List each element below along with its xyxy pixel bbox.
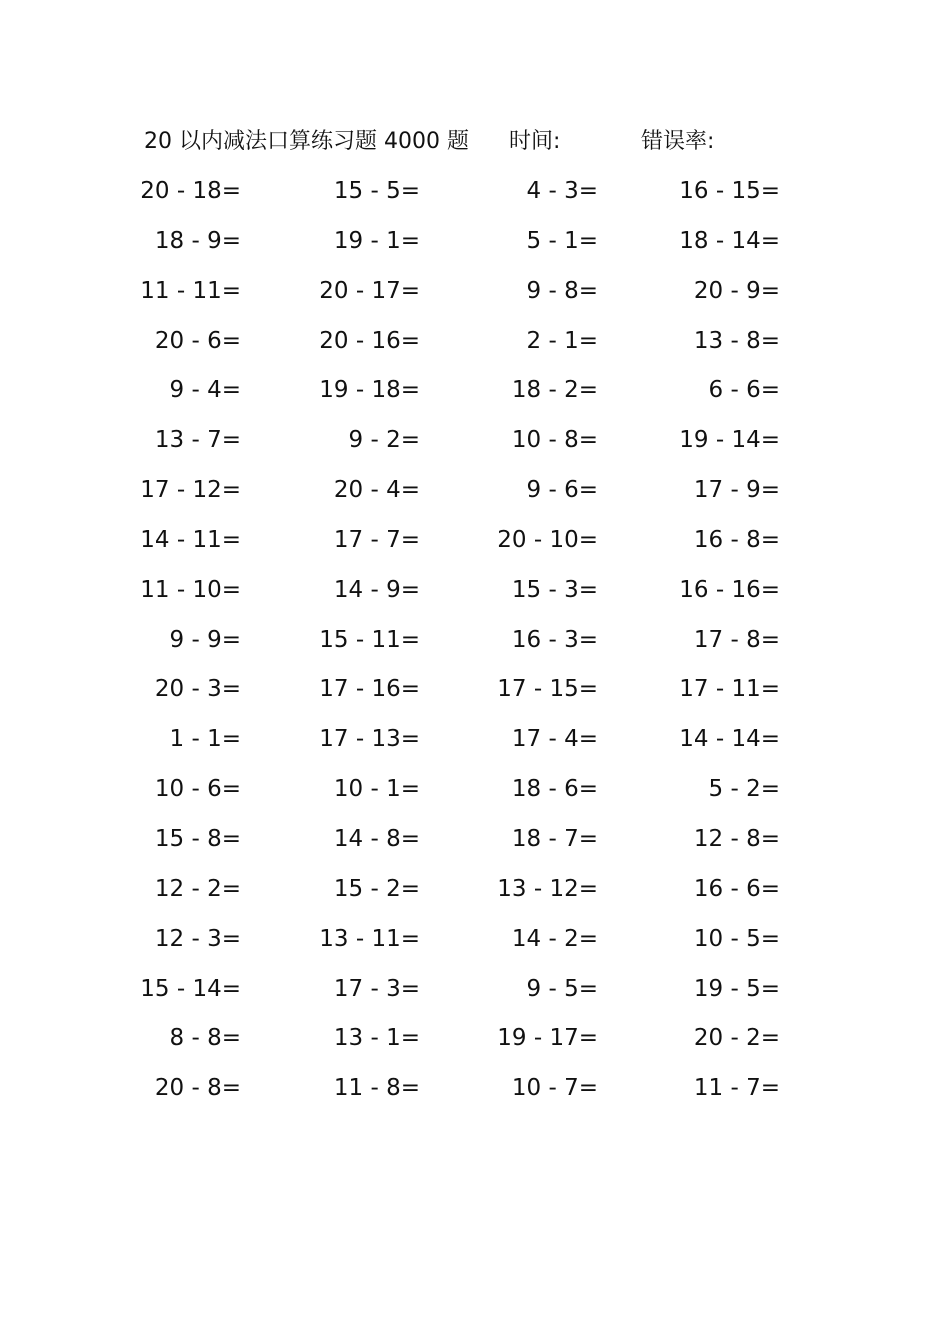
problem-item: 20 - 6= xyxy=(154,327,241,354)
problem-item: 4 - 3= xyxy=(526,178,598,204)
problem-item: 19 - 18= xyxy=(319,377,420,404)
problem-item: 17 - 15= xyxy=(497,676,598,703)
time-label: 时间: xyxy=(509,129,561,154)
problem-item: 20 - 17= xyxy=(319,277,420,304)
problem-row xyxy=(0,472,950,522)
problem-item: 15 - 2= xyxy=(333,875,420,902)
problem-row xyxy=(0,273,950,323)
worksheet-title: 20 以内减法口算练习题 4000 题 xyxy=(144,129,469,154)
problem-item: 13 - 8= xyxy=(693,327,780,354)
problem-item: 19 - 14= xyxy=(679,427,780,454)
problem-item: 10 - 7= xyxy=(511,1075,598,1102)
problem-item: 16 - 6= xyxy=(693,875,780,902)
problem-item: 1 - 1= xyxy=(169,726,241,753)
problem-row xyxy=(0,1070,950,1120)
problem-item: 14 - 9= xyxy=(333,576,420,603)
problem-item: 14 - 11= xyxy=(140,526,241,553)
problem-item: 2 - 1= xyxy=(526,327,598,354)
problem-item: 20 - 3= xyxy=(154,676,241,703)
problem-item: 13 - 1= xyxy=(333,1025,420,1052)
problem-item: 20 - 10= xyxy=(497,526,598,553)
problem-row xyxy=(0,223,950,273)
problem-item: 20 - 8= xyxy=(154,1075,241,1102)
problem-item: 15 - 8= xyxy=(154,825,241,852)
problem-item: 20 - 18= xyxy=(140,178,241,204)
problem-item: 11 - 7= xyxy=(693,1075,780,1102)
problem-item: 17 - 8= xyxy=(693,626,780,653)
problem-item: 16 - 16= xyxy=(679,576,780,603)
problem-item: 19 - 1= xyxy=(333,227,420,254)
problem-item: 12 - 3= xyxy=(154,925,241,952)
problem-item: 17 - 7= xyxy=(333,526,420,553)
problem-item: 20 - 16= xyxy=(319,327,420,354)
problem-item: 20 - 4= xyxy=(333,477,420,504)
problem-row xyxy=(0,721,950,771)
problem-row xyxy=(0,173,950,223)
problem-item: 9 - 9= xyxy=(169,626,241,653)
problem-item: 10 - 1= xyxy=(333,776,420,803)
problem-item: 10 - 6= xyxy=(154,776,241,803)
problem-item: 15 - 14= xyxy=(140,975,241,1002)
problem-item: 8 - 8= xyxy=(169,1025,241,1052)
problem-item: 10 - 8= xyxy=(511,427,598,454)
problem-item: 11 - 8= xyxy=(333,1075,420,1102)
problem-item: 17 - 4= xyxy=(511,726,598,753)
problem-row xyxy=(0,871,950,921)
problem-item: 17 - 13= xyxy=(319,726,420,753)
problem-item: 18 - 14= xyxy=(679,227,780,254)
problem-row xyxy=(0,572,950,622)
worksheet-header xyxy=(144,126,844,158)
problem-item: 12 - 2= xyxy=(154,875,241,902)
problem-row xyxy=(0,971,950,1021)
problem-item: 19 - 5= xyxy=(693,975,780,1002)
problem-item: 14 - 8= xyxy=(333,825,420,852)
problem-row xyxy=(0,1020,950,1070)
problem-row xyxy=(0,372,950,422)
problem-item: 5 - 1= xyxy=(526,227,598,254)
problem-row xyxy=(0,522,950,572)
problem-row xyxy=(0,323,950,373)
problem-item: 18 - 2= xyxy=(511,377,598,404)
problem-item: 13 - 7= xyxy=(154,427,241,454)
problem-item: 16 - 8= xyxy=(693,526,780,553)
problem-row xyxy=(0,671,950,721)
problem-row xyxy=(0,921,950,971)
problem-item: 12 - 8= xyxy=(693,825,780,852)
problem-row xyxy=(0,622,950,672)
problem-item: 13 - 11= xyxy=(319,925,420,952)
problem-item: 9 - 2= xyxy=(348,427,420,454)
problem-item: 15 - 11= xyxy=(319,626,420,653)
problem-row xyxy=(0,821,950,871)
problem-item: 17 - 11= xyxy=(679,676,780,703)
problem-item: 15 - 5= xyxy=(333,178,420,204)
problem-row xyxy=(0,422,950,472)
problem-item: 10 - 5= xyxy=(693,925,780,952)
problem-item: 17 - 3= xyxy=(333,975,420,1002)
problem-grid xyxy=(0,173,950,1120)
problem-item: 18 - 6= xyxy=(511,776,598,803)
problem-item: 14 - 2= xyxy=(511,925,598,952)
problem-item: 9 - 4= xyxy=(169,377,241,404)
problem-item: 5 - 2= xyxy=(708,776,780,803)
problem-item: 20 - 9= xyxy=(693,277,780,304)
problem-item: 18 - 7= xyxy=(511,825,598,852)
problem-item: 9 - 6= xyxy=(526,477,598,504)
problem-item: 13 - 12= xyxy=(497,875,598,902)
problem-item: 17 - 12= xyxy=(140,477,241,504)
problem-item: 14 - 14= xyxy=(679,726,780,753)
problem-item: 19 - 17= xyxy=(497,1025,598,1052)
problem-item: 16 - 15= xyxy=(679,178,780,204)
problem-row xyxy=(0,771,950,821)
problem-item: 11 - 11= xyxy=(140,277,241,304)
problem-item: 17 - 16= xyxy=(319,676,420,703)
error-rate-label: 错误率: xyxy=(641,129,715,154)
problem-item: 15 - 3= xyxy=(511,576,598,603)
problem-item: 18 - 9= xyxy=(154,227,241,254)
problem-item: 11 - 10= xyxy=(140,576,241,603)
problem-item: 6 - 6= xyxy=(708,377,780,404)
problem-item: 9 - 8= xyxy=(526,277,598,304)
problem-item: 9 - 5= xyxy=(526,975,598,1002)
problem-item: 17 - 9= xyxy=(693,477,780,504)
problem-item: 20 - 2= xyxy=(693,1025,780,1052)
problem-item: 16 - 3= xyxy=(511,626,598,653)
